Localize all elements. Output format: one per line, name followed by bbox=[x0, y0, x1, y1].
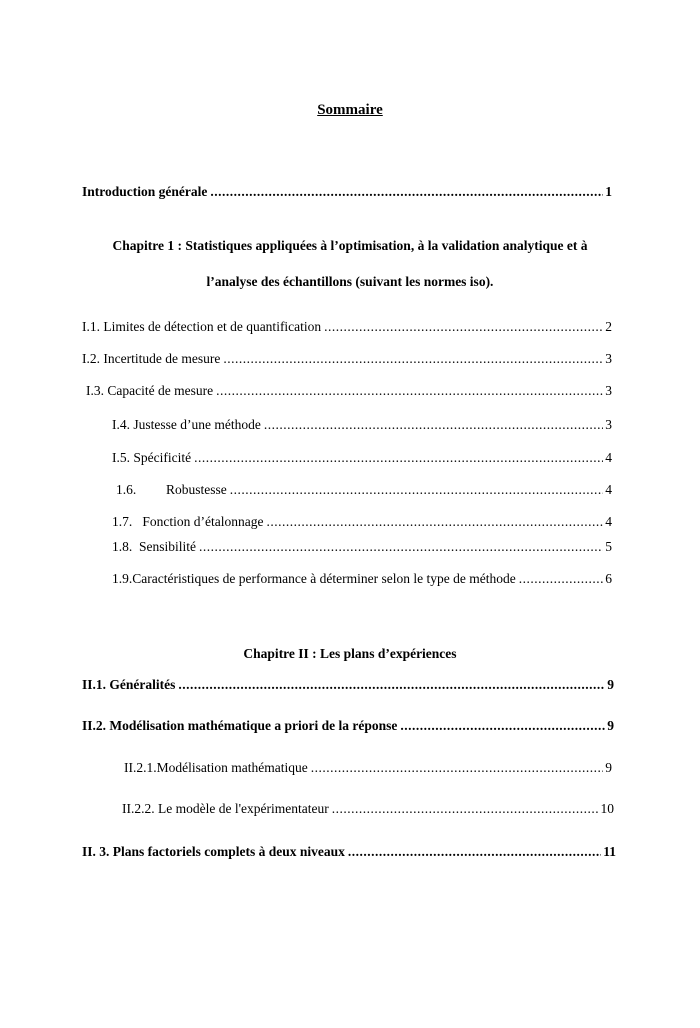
toc-label: II.2. Modélisation mathématique a priori de la réponse bbox=[82, 718, 398, 733]
chapter-1-heading-line-2: l’analyse des échantillons (suivant les normes iso). bbox=[206, 274, 494, 289]
toc-label: 1.7. Fonction d’étalonnage bbox=[112, 514, 264, 529]
toc-page-number: 4 bbox=[605, 514, 612, 529]
toc-entry-i-3[interactable] bbox=[86, 382, 612, 400]
dot-leader bbox=[199, 538, 603, 556]
toc-entry-ii-1[interactable] bbox=[82, 676, 614, 694]
toc-entry-1-8[interactable] bbox=[112, 538, 612, 556]
toc-entry-ii-2-1[interactable] bbox=[124, 759, 612, 777]
dot-leader bbox=[230, 481, 604, 499]
chapter-2-heading: Chapitre II : Les plans d’expériences bbox=[243, 646, 457, 661]
toc-entry-ii-3[interactable] bbox=[82, 843, 616, 861]
chapter-1-heading-line-1: Chapitre 1 : Statistiques appliquées à l’optimisation, à la validation analytique et à bbox=[112, 238, 588, 253]
toc-entry-ii-2-2[interactable] bbox=[122, 800, 614, 818]
toc-label: I.5. Spécificité bbox=[112, 450, 192, 465]
toc-page-number: 5 bbox=[605, 539, 612, 554]
toc-number: 1.6. bbox=[116, 482, 137, 497]
dot-leader bbox=[264, 416, 603, 434]
toc-entry-1-7[interactable] bbox=[112, 513, 612, 531]
toc-page-number: 9 bbox=[607, 677, 614, 692]
toc-page-number: 10 bbox=[600, 801, 614, 816]
toc-page-number: 4 bbox=[605, 482, 612, 497]
toc-entry-i-5[interactable] bbox=[112, 449, 612, 467]
dot-leader bbox=[223, 350, 603, 368]
toc-page-number: 1 bbox=[605, 184, 612, 199]
toc-page-number: 3 bbox=[605, 417, 612, 432]
toc-label: II.2.2. Le modèle de l'expérimentateur bbox=[122, 801, 329, 816]
toc-label bbox=[116, 481, 227, 499]
toc-page-number: 2 bbox=[605, 319, 612, 334]
page-title: Sommaire bbox=[317, 102, 383, 118]
toc-page-number: 11 bbox=[603, 844, 616, 859]
toc-page-number: 9 bbox=[607, 718, 614, 733]
toc-page-number: 4 bbox=[605, 450, 612, 465]
dot-leader bbox=[332, 800, 599, 818]
toc-entry-i-4[interactable] bbox=[112, 416, 612, 434]
dot-leader bbox=[311, 759, 604, 777]
toc-label-text: Robustesse bbox=[166, 482, 227, 497]
toc-label: 1.8. Sensibilité bbox=[112, 539, 196, 554]
dot-leader bbox=[519, 570, 604, 588]
toc-label: Introduction générale bbox=[82, 184, 208, 199]
toc-entry-i-1[interactable] bbox=[82, 318, 612, 336]
dot-leader bbox=[210, 183, 603, 201]
toc-entry-1-6[interactable] bbox=[116, 481, 612, 499]
toc-page-number: 6 bbox=[605, 571, 612, 586]
toc-label: II. 3. Plans factoriels complets à deux niveaux bbox=[82, 844, 345, 859]
toc-entry-i-2[interactable] bbox=[82, 350, 612, 368]
dot-leader bbox=[324, 318, 603, 336]
toc-entry-1-9[interactable] bbox=[112, 570, 612, 588]
dot-leader bbox=[216, 382, 603, 400]
toc-label: II.2.1.Modélisation mathématique bbox=[124, 760, 308, 775]
toc-entry-introduction[interactable] bbox=[82, 183, 612, 201]
toc-label: 1.9.Caractéristiques de performance à déterminer selon le type de méthode bbox=[112, 571, 516, 586]
toc-label: I.2. Incertitude de mesure bbox=[82, 351, 221, 366]
toc-label: II.1. Généralités bbox=[82, 677, 176, 692]
dot-leader bbox=[400, 717, 605, 735]
toc-label: I.1. Limites de détection et de quantification bbox=[82, 319, 322, 334]
toc-page-number: 3 bbox=[605, 351, 612, 366]
dot-leader bbox=[178, 676, 605, 694]
toc-page-number: 3 bbox=[605, 383, 612, 398]
toc-label: I.4. Justesse d’une méthode bbox=[112, 417, 261, 432]
dot-leader bbox=[194, 449, 603, 467]
toc-page-number: 9 bbox=[605, 760, 612, 775]
dot-leader bbox=[348, 843, 601, 861]
toc-label: I.3. Capacité de mesure bbox=[86, 383, 214, 398]
dot-leader bbox=[266, 513, 603, 531]
toc-entry-ii-2[interactable] bbox=[82, 717, 614, 735]
